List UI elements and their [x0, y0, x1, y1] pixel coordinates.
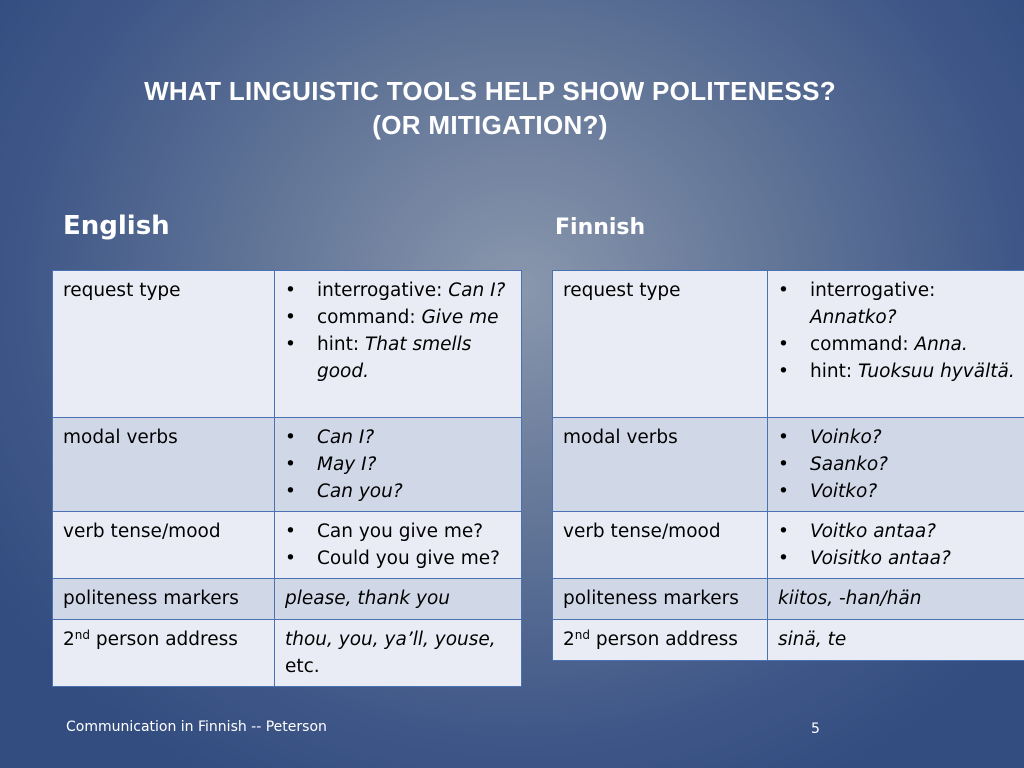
- row-label-text: person address: [590, 629, 738, 650]
- item-text: Could you give me?: [317, 548, 500, 569]
- ordinal-suffix: nd: [74, 628, 91, 642]
- value-example: kiitos, -han/hän: [778, 588, 922, 609]
- finnish-heading: Finnish: [555, 215, 646, 240]
- table-row: [553, 620, 1024, 661]
- row-label: request type: [53, 271, 275, 418]
- item-example: Give me: [421, 307, 499, 328]
- row-value: [768, 579, 1024, 620]
- list-item: [778, 545, 1024, 572]
- item-example: Annatko?: [810, 307, 897, 328]
- row-label: politeness markers: [553, 579, 768, 620]
- value-suffix: etc.: [285, 656, 320, 677]
- item-prefix: interrogative:: [317, 280, 449, 301]
- item-prefix: interrogative:: [810, 280, 936, 301]
- item-prefix: hint:: [810, 361, 858, 382]
- table-row: [53, 418, 522, 512]
- item-example: May I?: [317, 454, 377, 475]
- row-label: politeness markers: [53, 579, 275, 620]
- row-value: [275, 512, 522, 579]
- item-example: Saanko?: [810, 454, 888, 475]
- item-example: Voitko?: [810, 481, 878, 502]
- list-item: [778, 424, 1024, 451]
- table-row: [53, 579, 522, 620]
- table-row: [553, 512, 1024, 579]
- ordinal-suffix: nd: [574, 628, 591, 642]
- page-number: 5: [811, 721, 820, 737]
- item-example: Anna.: [914, 334, 968, 355]
- item-example: Can I?: [448, 280, 506, 301]
- value-example: thou, you, ya’ll, youse,: [285, 629, 496, 650]
- list-item: [285, 304, 513, 331]
- item-prefix: command:: [810, 334, 915, 355]
- footer-caption: Communication in Finnish -- Peterson: [66, 719, 327, 735]
- list-item: [285, 424, 513, 451]
- item-prefix: command:: [317, 307, 422, 328]
- list-item: [778, 358, 1024, 385]
- list-item: [285, 518, 513, 545]
- row-value: [275, 620, 522, 687]
- list-item: [778, 518, 1024, 545]
- row-label: modal verbs: [553, 418, 768, 512]
- row-label: verb tense/mood: [553, 512, 768, 579]
- table-row: [53, 512, 522, 579]
- table-row: [553, 271, 1024, 418]
- row-label: [553, 620, 768, 661]
- list-item: [285, 331, 513, 385]
- english-heading: English: [63, 211, 170, 241]
- row-value: [768, 418, 1024, 512]
- slide-title-line-2: (OR MITIGATION?): [372, 110, 608, 140]
- table-row: [53, 271, 522, 418]
- row-value: [275, 271, 522, 418]
- list-item: [285, 545, 513, 572]
- list-item: [778, 277, 1024, 331]
- row-value: [768, 271, 1024, 418]
- item-example: Voinko?: [810, 427, 882, 448]
- row-value: [768, 620, 1024, 661]
- row-label: modal verbs: [53, 418, 275, 512]
- row-label: verb tense/mood: [53, 512, 275, 579]
- list-item: [778, 451, 1024, 478]
- table-row: [553, 418, 1024, 512]
- list-item: [285, 478, 513, 505]
- item-example: That smells good.: [317, 334, 472, 382]
- list-item: [285, 277, 513, 304]
- table-row: [53, 620, 522, 687]
- row-value: [768, 512, 1024, 579]
- row-label-text: person address: [90, 629, 238, 650]
- slide-title-line-1: WHAT LINGUISTIC TOOLS HELP SHOW POLITENESS?: [144, 76, 836, 106]
- value-example: please, thank you: [285, 588, 451, 609]
- row-label: request type: [553, 271, 768, 418]
- finnish-table: [552, 270, 1024, 661]
- item-text: Can you give me?: [317, 521, 484, 542]
- row-label: [53, 620, 275, 687]
- list-item: [778, 478, 1024, 505]
- item-example: Voitko antaa?: [810, 521, 937, 542]
- slide-title: [40, 74, 940, 142]
- item-example: Voisitko antaa?: [810, 548, 951, 569]
- value-example: sinä, te: [778, 629, 847, 650]
- ordinal-number: 2: [63, 629, 75, 650]
- item-example: Can you?: [317, 481, 403, 502]
- item-prefix: hint:: [317, 334, 365, 355]
- item-example: Can I?: [317, 427, 375, 448]
- list-item: [778, 331, 1024, 358]
- row-value: [275, 579, 522, 620]
- row-value: [275, 418, 522, 512]
- table-row: [553, 579, 1024, 620]
- list-item: [285, 451, 513, 478]
- english-table: [52, 270, 522, 687]
- item-example: Tuoksuu hyvältä.: [857, 361, 1015, 382]
- ordinal-number: 2: [563, 629, 575, 650]
